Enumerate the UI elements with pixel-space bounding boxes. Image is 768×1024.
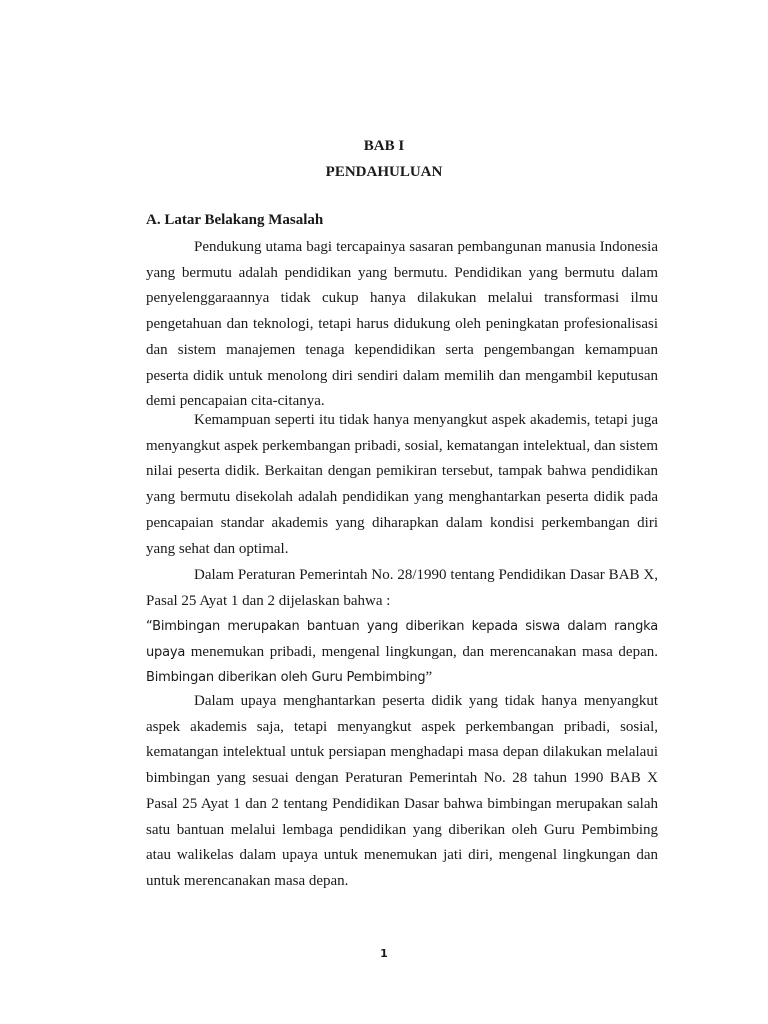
chapter-title: PENDAHULUAN: [325, 164, 443, 180]
paragraph-4: Dalam upaya menghantarkan peserta didik yang tidak hanya menyangkut aspek akademis saja, tetapi menyangkut aspek perkembangan pribadi, sosial, kematangan intelektual untuk persiapan menghadapi masa depan dilakukan melalaui bimbingan yang sesuai dengan Peraturan Pemerintah No. 28 tahun 1990 BAB X Pasal 25 Ayat 1 dan 2 tentang Pendidikan Dasar bahwa bimbingan merupakan salah satu bantuan melalui lembaga pendidikan yang diberikan oleh Guru Pembimbing atau walikelas dalam upaya untuk menemukan jati diri, mengenal lingkungan dan untuk merencanakan masa depan.: [146, 693, 658, 889]
paragraph-1: Pendukung utama bagi tercapainya sasaran pembangunan manusia Indonesia yang bermutu adalah pendidikan yang bermutu. Pendidikan yang bermutu dalam penyelenggaraannya tidak cukup hanya dilakukan melalui transformasi ilmu pengetahuan dan teknologi, tetapi harus didukung oleh peningkatan profesionalisasi dan sistem manajemen tenaga kependidikan serta pengembangan kemampuan peserta didik untuk menolong diri sendiri dalam memilih dan mengambil keputusan demi pencapaian cita-citanya.: [146, 239, 658, 410]
page-number: 1: [380, 947, 388, 960]
quote-closing-mark: ”: [425, 669, 433, 686]
chapter-number: BAB I: [363, 138, 405, 154]
quote-line-3: Bimbingan diberikan oleh Guru Pembimbing: [146, 670, 426, 686]
regulation-quote: [146, 614, 658, 691]
quote-line-2: menemukan pribadi, mengenal lingkungan, dan merencanakan masa depan.: [190, 643, 658, 660]
paragraph-2: Kemampuan seperti itu tidak hanya menyangkut aspek akademis, tetapi juga menyangkut aspek perkembangan pribadi, sosial, kematangan intelektual, dan sistem nilai peserta didik. Berkaitan dengan pemikiran tersebut, tampak bahwa pendidikan yang bermutu disekolah adalah pendidikan yang menghantarkan peserta didik pada pencapaian standar akademis yang diharapkan dalam kondisi perkembangan diri yang sehat dan optimal.: [146, 412, 658, 557]
paragraph-3: Dalam Peraturan Pemerintah No. 28/1990 tentang Pendidikan Dasar BAB X, Pasal 25 Ayat 1 dan 2 dijelaskan bahwa :: [146, 567, 658, 609]
quote-line-1: “Bimbingan merupakan bantuan yang diberikan kepada siswa dalam rangka upaya: [146, 619, 658, 660]
section-heading: A. Latar Belakang Masalah: [146, 212, 324, 228]
